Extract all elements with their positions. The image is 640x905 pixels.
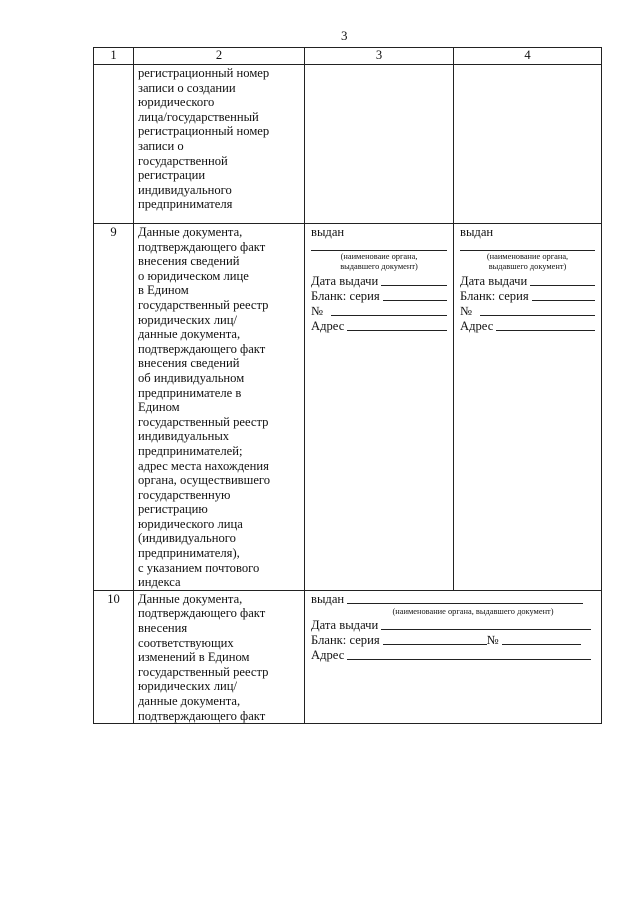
text-line: лица/государственный [138,109,259,124]
header-col-4: 4 [454,48,602,65]
page-number: 3 [341,28,348,43]
text-line: государственный реестр [138,297,269,312]
issuer-caption: (наименоваие органа, [340,251,418,261]
text-line: регистрационный номер [138,124,270,139]
number-field[interactable] [502,633,581,645]
text-line: юридических лиц/ [138,679,237,694]
text-line: записи о [138,138,184,153]
row-number: 10 [94,590,134,723]
text-line: соответствующих [138,635,234,650]
text-line: внесения [138,621,188,636]
issuer-caption: (наименование органа, [486,251,569,261]
table-row [94,224,602,591]
issuer-line[interactable] [347,592,583,604]
issuer-block-col3 [305,224,454,591]
header-col-3: 3 [305,48,454,65]
text-line: предпринимателя), [138,546,240,561]
number-field[interactable] [331,304,447,316]
issuer-caption-2: выдавшего документ) [488,261,567,271]
text-line: подтверждающего факт [138,239,266,254]
form-series-label: Бланк: серия [460,289,529,303]
address-label: Адрес [460,319,494,333]
text-line: подтверждающего факт [138,606,266,621]
address-label: Адрес [311,319,345,333]
text-line: данные документа, [138,694,241,708]
text-line: Едином [138,400,180,415]
issuer-caption-2: выдавшего документ) [340,261,418,271]
text-line: регистрации [138,168,206,183]
text-line: данные документа, [138,327,241,342]
table-row [94,65,602,224]
series-field[interactable] [383,633,487,645]
header-col-1: 1 [94,48,134,65]
number-label: № [486,633,499,648]
issued-label: выдан [311,225,345,239]
text-line: об индивидуальном [138,370,245,385]
date-field[interactable] [381,274,447,286]
text-line: государственный реестр [138,664,269,679]
row-number [94,65,134,224]
text-line: предпринимателя [138,197,233,212]
row-col4 [454,65,602,224]
date-field[interactable] [381,618,591,630]
number-field[interactable] [480,304,595,316]
row-description [134,65,305,224]
text-line: регистрацию [138,502,208,517]
text-line: внесения сведений [138,254,240,269]
date-label: Дата выдачи [311,618,379,633]
text-line: предпринимателей; [138,443,243,458]
text-line: записи о создании [138,80,236,95]
table-row [94,590,602,723]
text-line: индивидуальных [138,429,230,444]
document-table [93,47,602,724]
issued-label: выдан [460,225,494,239]
series-field[interactable] [532,289,595,301]
number-label: № [460,304,473,318]
text-line: с указанием почтового [138,560,260,575]
issuer-line[interactable] [460,242,595,251]
text-line: в Едином [138,283,189,298]
text-line: юридического лица [138,516,243,531]
row-number: 9 [94,224,134,591]
text-line: (индивидуального [138,531,236,546]
date-field[interactable] [530,274,595,286]
form-series-label: Бланк: серия [311,289,380,303]
issued-label: выдан [311,592,345,607]
address-field[interactable] [347,319,447,331]
date-label: Дата выдачи [460,274,528,288]
issuer-block-col4 [454,224,602,591]
series-field[interactable] [383,289,447,301]
issuer-block-merged [305,590,602,723]
issuer-line[interactable] [311,242,447,251]
text-line: изменений в Едином [138,650,250,665]
address-field[interactable] [347,648,591,660]
text-line: государственной [138,153,228,168]
text-line: государственную [138,487,231,502]
text-line: регистрационный номер [138,66,270,80]
address-field[interactable] [496,319,595,331]
text-line: подтверждающего факт [138,341,266,356]
row-description [134,590,305,723]
text-line: юридических лиц/ [138,312,237,327]
text-line: подтверждающего факт [138,708,266,723]
row-description [134,224,305,591]
date-label: Дата выдачи [311,274,379,288]
header-col-2: 2 [134,48,305,65]
text-line: индивидуального [138,182,232,197]
text-line: Данные документа, [138,591,243,606]
text-line: о юридическом лице [138,268,249,283]
text-line: юридического [138,95,215,110]
text-line: Данные документа, [138,225,243,239]
text-line: органа, осуществившего [138,473,271,488]
table-header-row [94,48,602,65]
form-series-label: Бланк: серия [311,633,380,648]
row-col3 [305,65,454,224]
number-label: № [311,304,324,318]
address-label: Адрес [311,648,345,663]
text-line: государственный реестр [138,414,269,429]
text-line: внесения сведений [138,356,240,371]
text-line: индекса [138,575,181,590]
text-line: адрес места нахождения [138,458,269,473]
issuer-caption: (наименование органа, выдавшего документ) [392,606,554,616]
text-line: предпринимателе в [138,385,242,400]
